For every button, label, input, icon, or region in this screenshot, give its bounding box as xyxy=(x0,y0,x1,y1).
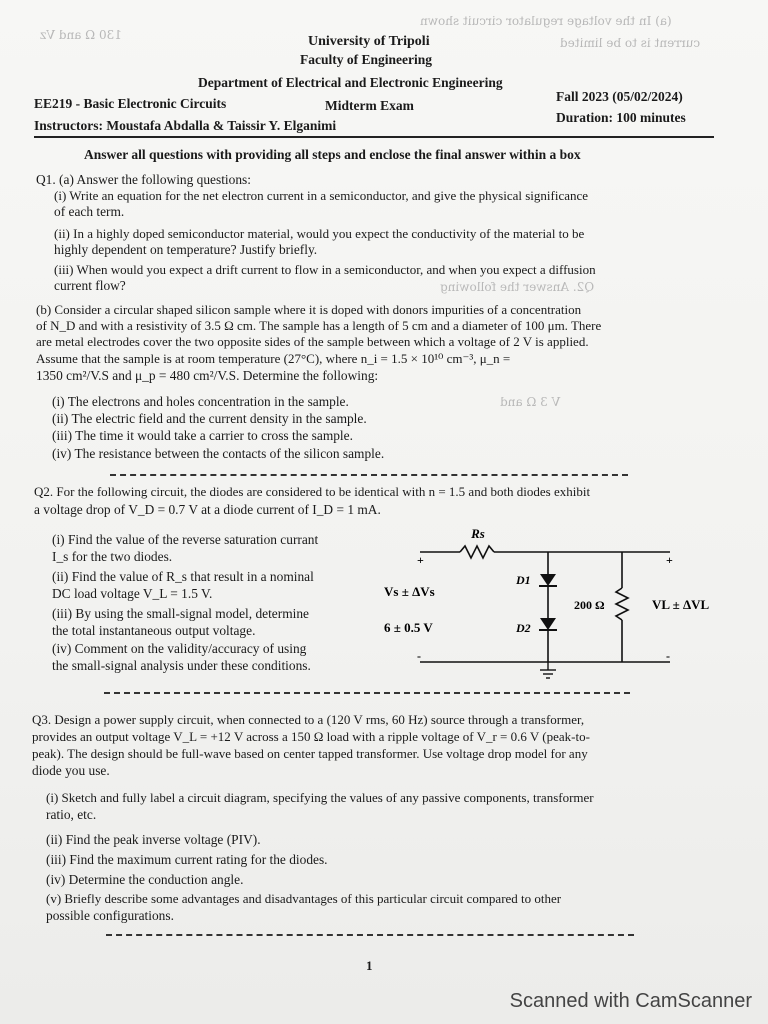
q3-intro-line2: provides an output voltage V_L = +12 V across a 150 Ω load with a ripple voltage of V_r = 0.6 V (peak-to- xyxy=(32,729,590,744)
q1-b-iii: (iii) The time it would take a carrier to cross the sample. xyxy=(52,428,353,443)
resistor-rs xyxy=(460,546,494,558)
vl-label: VL ± ΔVL xyxy=(652,597,710,612)
university-name: University of Tripoli xyxy=(308,34,430,49)
instructors: Instructors: Moustafa Abdalla & Taissir Y. Elganimi xyxy=(34,118,337,133)
q1-a-i-line2: of each term. xyxy=(54,204,125,219)
bleed-through-text: current is to be limited xyxy=(560,36,701,50)
department-name: Department of Electrical and Electronic Engineering xyxy=(198,75,503,90)
section-divider xyxy=(106,934,634,936)
section-divider xyxy=(104,692,630,694)
d2-label: D2 xyxy=(516,621,531,635)
output-plus: + xyxy=(666,553,673,567)
q2-intro-line2: a voltage drop of V_D = 0.7 V at a diode current of I_D = 1 mA. xyxy=(34,502,381,517)
q2-ii-line2: DC load voltage V_L = 1.5 V. xyxy=(52,586,213,601)
page-number: 1 xyxy=(366,958,373,973)
q2-iv-line1: (iv) Comment on the validity/accuracy of using xyxy=(52,641,307,656)
q2-intro-line1: Q2. For the following circuit, the diodes are considered to be identical with n = 1.5 and both diodes exhibit xyxy=(34,484,591,499)
q1-b-line5: 1350 cm²/V.S and μ_p = 480 cm²/V.S. Determine the following: xyxy=(36,368,379,383)
q1-a-iii-line2: current flow? xyxy=(54,278,126,293)
q1-a-ii-line2: highly dependent on temperature? Justify briefly. xyxy=(54,242,318,257)
diode-d2-symbol xyxy=(540,618,556,630)
q3-i-line2: ratio, etc. xyxy=(46,807,97,822)
q3-intro-line4: diode you use. xyxy=(32,763,110,778)
diode-d1-symbol xyxy=(540,574,556,586)
vs-label: Vs ± ΔVs xyxy=(384,584,435,599)
q3-iii: (iii) Find the maximum current rating for the diodes. xyxy=(46,852,328,867)
d1-label: D1 xyxy=(516,573,531,587)
q1-b-line4: Assume that the sample is at room temperature (27°C), where n_i = 1.5 × 10¹⁰ cm⁻³, μ_n = xyxy=(36,351,511,366)
section-divider xyxy=(110,474,628,476)
vs-value: 6 ± 0.5 V xyxy=(384,620,433,635)
exam-type: Midterm Exam xyxy=(325,98,414,113)
bleed-through-text: V 3 Ω and xyxy=(500,395,561,409)
q2-iii-line2: the total instantaneous output voltage. xyxy=(52,623,256,638)
course-title: EE219 - Basic Electronic Circuits xyxy=(34,96,227,111)
output-minus: - xyxy=(666,649,670,663)
faculty-name: Faculty of Engineering xyxy=(300,52,432,67)
q3-intro-line3: peak). The design should be full-wave based on center tapped transformer. Use voltage drop model for any xyxy=(32,746,588,761)
q3-iv: (iv) Determine the conduction angle. xyxy=(46,872,244,887)
q1-b-ii: (ii) The electric field and the current density in the sample. xyxy=(52,411,367,426)
q1-b-line2: of N_D and with a resistivity of 3.5 Ω cm. The sample has a length of 5 cm and a diameter of 100 μm. There xyxy=(36,318,602,333)
q1-a-iii-line1: (iii) When would you expect a drift current to flow in a semiconductor, and when you expect a diffusion xyxy=(54,262,596,277)
bleed-through-text: (a) In the voltage regulator circuit shown xyxy=(420,14,672,28)
scanner-watermark: Scanned with CamScanner xyxy=(509,990,752,1012)
q3-v-line1: (v) Briefly describe some advantages and disadvantages of this particular circuit compared to other xyxy=(46,891,562,906)
source-minus: - xyxy=(417,649,421,663)
q1-b-line1: (b) Consider a circular shaped silicon sample where it is doped with donors impurities of a concentration xyxy=(36,302,582,317)
q3-ii: (ii) Find the peak inverse voltage (PIV). xyxy=(46,832,261,847)
q2-iv-line2: the small-signal analysis under these conditions. xyxy=(52,658,311,673)
bleed-through-text: 130 Ω and Vz xyxy=(40,28,122,42)
exam-duration: Duration: 100 minutes xyxy=(556,110,686,125)
q1-a-intro: Q1. (a) Answer the following questions: xyxy=(36,172,251,187)
q3-v-line2: possible configurations. xyxy=(46,908,174,923)
q3-intro-line1: Q3. Design a power supply circuit, when connected to a (120 V rms, 60 Hz) source through a transformer, xyxy=(32,712,585,727)
q1-b-line3: are metal electrodes cover the two opposite sides of the sample between which a voltage of 2 V is applied. xyxy=(36,334,589,349)
q2-circuit-diagram xyxy=(370,520,710,690)
load-resistor xyxy=(616,588,628,620)
q3-i-line1: (i) Sketch and fully label a circuit diagram, specifying the values of any passive components, transformer xyxy=(46,790,594,805)
q2-i-line1: (i) Find the value of the reverse saturation currant xyxy=(52,532,319,547)
bleed-through-text: Q2. Answer the following xyxy=(440,280,595,294)
load-value: 200 Ω xyxy=(574,598,605,612)
q2-i-line2: I_s for the two diodes. xyxy=(52,549,173,564)
rs-label: Rs xyxy=(471,526,485,541)
exam-term-date: Fall 2023 (05/02/2024) xyxy=(556,89,683,104)
q1-a-ii-line1: (ii) In a highly doped semiconductor material, would you expect the conductivity of the material to be xyxy=(54,226,585,241)
source-plus: + xyxy=(417,553,424,567)
instruction-line: Answer all questions with providing all steps and enclose the final answer within a box xyxy=(84,147,581,162)
q1-a-i-line1: (i) Write an equation for the net electron current in a semiconductor, and give the physical significance xyxy=(54,188,589,203)
q2-ii-line1: (ii) Find the value of R_s that result in a nominal xyxy=(52,569,314,584)
q1-b-i: (i) The electrons and holes concentration in the sample. xyxy=(52,394,349,409)
header-rule xyxy=(34,136,714,138)
q2-iii-line1: (iii) By using the small-signal model, determine xyxy=(52,606,309,621)
q1-b-iv: (iv) The resistance between the contacts of the silicon sample. xyxy=(52,446,385,461)
